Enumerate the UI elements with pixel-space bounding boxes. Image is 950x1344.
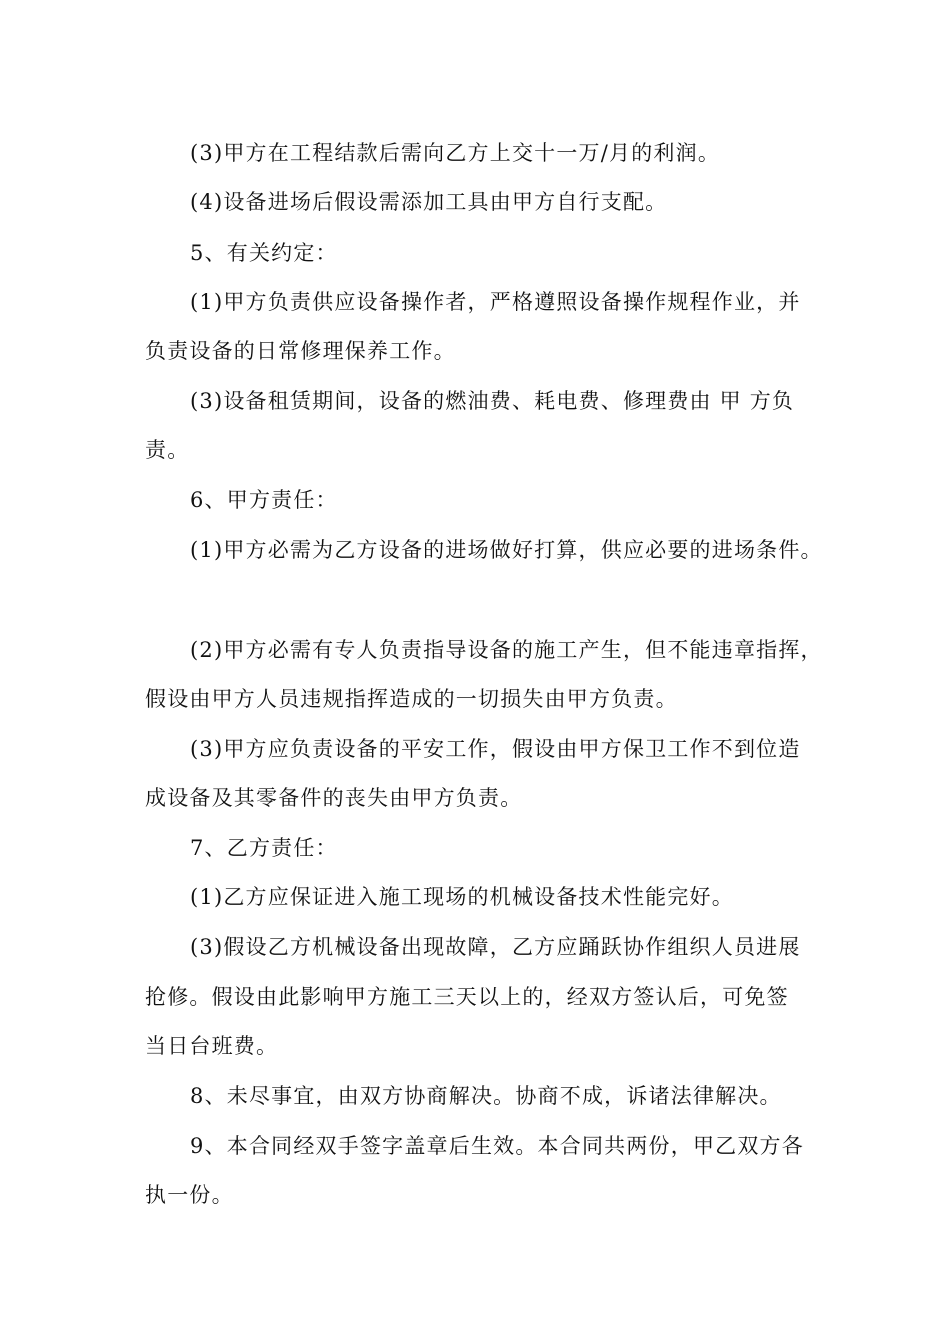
paragraph-line: 假设由甲方人员违规指挥造成的一切损失由甲方负责。 [145,687,678,711]
paragraph-line: (2)甲方必需有专人负责指导设备的施工产生，但不能违章指挥， [190,638,823,662]
paragraph-line: 9、本合同经双手签字盖章后生效。本合同共两份，甲乙双方各 [190,1134,804,1158]
paragraph-line: 成设备及其零备件的丧失由甲方负责。 [145,786,523,810]
section-heading: 7、乙方责任： [190,836,338,860]
paragraph-line: 执一份。 [145,1183,234,1207]
paragraph-line: 负责设备的日常修理保养工作。 [145,339,456,363]
paragraph-line: (1)乙方应保证进入施工现场的机械设备技术性能完好。 [190,885,734,909]
paragraph-line: 8、未尽事宜，由双方协商解决。协商不成，诉诸法律解决。 [190,1084,782,1108]
paragraph-line: 抢修。假设由此影响甲方施工三天以上的，经双方签认后，可免签 [145,985,789,1009]
section-heading: 5、有关约定： [190,241,338,265]
paragraph-line: (1)甲方必需为乙方设备的进场做好打算，供应必要的进场条件。 [190,538,823,562]
paragraph-line: (3)甲方应负责设备的平安工作，假设由甲方保卫工作不到位造 [190,737,801,761]
paragraph-line: (3)假设乙方机械设备出现故障，乙方应踊跃协作组织人员进展 [190,935,801,959]
paragraph-line: (4)设备进场后假设需添加工具由甲方自行支配。 [190,190,668,214]
paragraph-line: 责。 [145,438,190,462]
paragraph-line: (3)甲方在工程结款后需向乙方上交十一万/月的利润。 [190,141,721,165]
section-heading: 6、甲方责任： [190,488,338,512]
paragraph-line: (1)甲方负责供应设备操作者，严格遵照设备操作规程作业，并 [190,290,801,314]
paragraph-line: 当日台班费。 [145,1034,279,1058]
paragraph-line: (3)设备租赁期间，设备的燃油费、耗电费、修理费由 甲 方负 [190,389,795,413]
